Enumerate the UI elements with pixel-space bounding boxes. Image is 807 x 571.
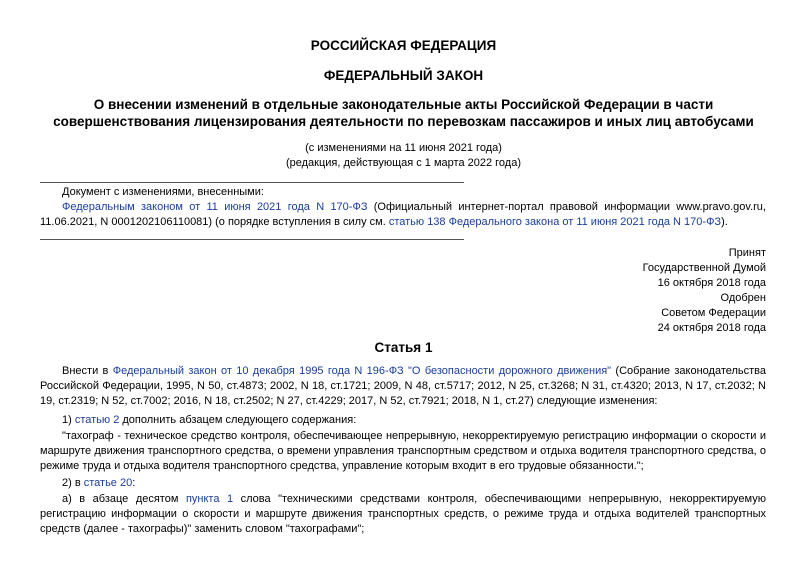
adopted-label: Принят xyxy=(728,247,766,259)
item1-text-a: 1) xyxy=(62,414,75,426)
tachograph-definition: "тахограф - техническое средство контроля, обеспечивающее непрерывную, некорректируемую регистрацию информации о скорости и маршруте движения транспортного средства, о времени управления транспортным средством и отдыха водителя транспортного средства, о режиме труда и отдыха водителя транспортного средства, управление которым входит в его трудовые обязанности."; xyxy=(40,430,766,472)
article-20-link[interactable]: статье 20 xyxy=(83,477,133,489)
adopted-body: Государственной Думой xyxy=(642,262,766,274)
changes-text-2: ). xyxy=(721,216,728,228)
item2-text-b: : xyxy=(132,477,136,489)
edition-note: (редакция, действующая с 1 марта 2022 года) xyxy=(285,157,522,169)
article-2-link[interactable]: статью 2 xyxy=(74,414,120,426)
amendment-article-link[interactable]: статью 138 Федерального закона от 11 июня 2021 года N 170-ФЗ xyxy=(388,216,722,228)
article-paragraph-intro xyxy=(40,364,766,409)
article-item-2 xyxy=(40,476,766,491)
item1-text-b: дополнить абзацем следующего содержания: xyxy=(119,414,357,426)
subitem-a-text-a: а) в абзаце десятом xyxy=(62,493,186,505)
subitem-a xyxy=(40,492,766,537)
changes-note: (с изменениями на 11 июня 2021 года) xyxy=(305,142,502,154)
approved-date: 24 октября 2018 года xyxy=(657,322,766,334)
country-heading: РОССИЙСКАЯ ФЕДЕРАЦИЯ xyxy=(310,38,497,53)
changes-top-rule xyxy=(40,182,464,183)
intro-text-b: (Собрание законодательства Российской Федерации, 1995, N 50, ст.4873; 2002, N 18, ст.1721; 2009, N 48, ст.5717; 2012, N 25, ст.3268; N 31, ст.4320; 2013, N 17, ст.2032; N 19, ст.2319; N 52, ст.7002; 2016, N 18, ст.2502; N 27, ст.4229; 2017, N 52, ст.7921; 2018, N 1, ст.27) следующие изменения: xyxy=(40,365,767,407)
article-heading: Статья 1 xyxy=(374,340,433,355)
item2-text-a: 2) в xyxy=(62,477,84,489)
traffic-law-link[interactable]: Федеральный закон от 10 декабря 1995 года N 196-ФЗ "О безопасности дорожного движения" xyxy=(112,365,612,377)
title-line-1: О внесении изменений в отдельные законодательные акты Российской Федерации в части xyxy=(93,97,714,112)
changes-text-1: (Официальный интернет-портал правовой информации www.pravo.gov.ru, 11.06.2021, N 0001202106110081) (о порядке вступления в силу см. xyxy=(40,201,766,228)
intro-text-a: Внести в xyxy=(62,365,113,377)
article-item-1 xyxy=(40,413,766,428)
changes-body xyxy=(40,200,766,230)
changes-bottom-rule xyxy=(40,239,464,240)
changes-intro: Документ с изменениями, внесенными: xyxy=(62,186,264,198)
approved-label: Одобрен xyxy=(720,292,766,304)
doc-type-heading: ФЕДЕРАЛЬНЫЙ ЗАКОН xyxy=(323,68,484,83)
adopted-date: 16 октября 2018 года xyxy=(657,277,766,289)
title-line-2: совершенствования лицензирования деятельности по перевозкам пассажиров и иных лиц автобусами xyxy=(53,114,754,129)
subitem-a-text-b: слова "техническими средствами контроля, обеспечивающими непрерывную, некорректируемую регистрацию информации о скорости и маршруте движения транспортных средств, о режиме труда и отдыха водителей транспортных средств (далее - тахографы)" заменить словом "тахографами"; xyxy=(40,493,766,535)
point-1-link[interactable]: пункта 1 xyxy=(185,493,234,505)
approved-body: Советом Федерации xyxy=(661,307,766,319)
amendment-law-link[interactable]: Федеральным законом от 11 июня 2021 года N 170-ФЗ xyxy=(62,201,368,213)
